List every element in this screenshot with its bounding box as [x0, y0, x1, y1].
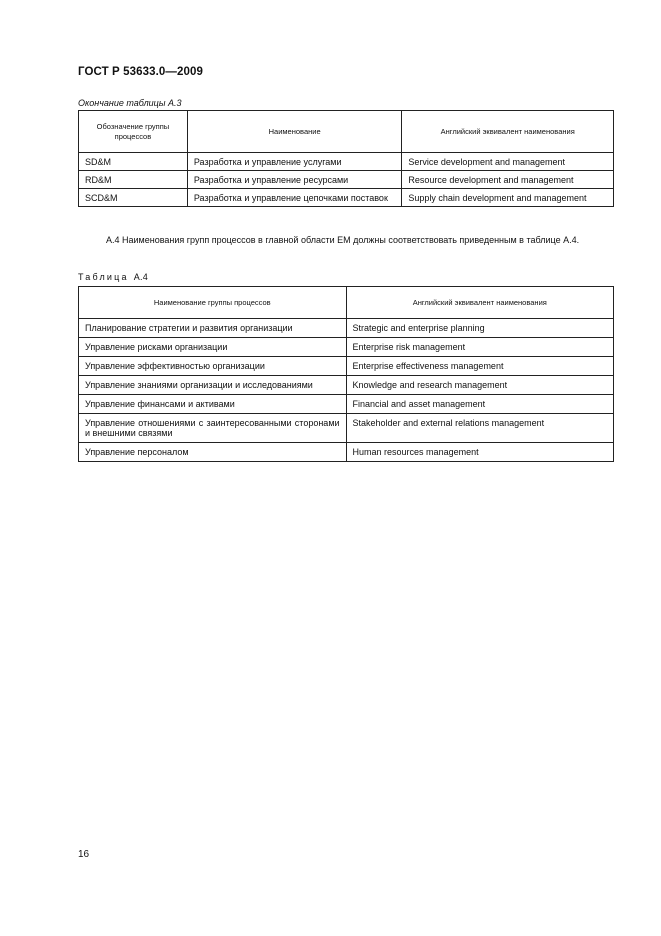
table-row — [79, 171, 614, 189]
document-title: ГОСТ Р 53633.0—2009 — [78, 66, 203, 78]
column-header: Английский эквивалент наименования — [402, 111, 614, 153]
table-row — [79, 443, 614, 462]
table-cell: Разработка и управление цепочками поставок — [187, 189, 402, 207]
table-cell: Enterprise risk management — [346, 338, 613, 357]
table-cell: SD&M — [79, 153, 188, 171]
table-row — [79, 395, 614, 414]
column-header: Наименование — [187, 111, 402, 153]
table-row — [79, 189, 614, 207]
table-a4-caption — [78, 272, 148, 282]
table-cell: Knowledge and research management — [346, 376, 613, 395]
table-caption-label: Таблица — [78, 272, 129, 282]
table-row — [79, 414, 614, 443]
table-cell: Stakeholder and external relations management — [346, 414, 613, 443]
table-cell: Service development and management — [402, 153, 614, 171]
table-cell: Управление персоналом — [79, 443, 347, 462]
table-row — [79, 357, 614, 376]
table-cell: Enterprise effectiveness management — [346, 357, 613, 376]
table-row — [79, 319, 614, 338]
paragraph-a4: А.4 Наименования групп процессов в главной области ЕМ должны соответствовать приведенным в таблице А.4. — [106, 235, 580, 245]
table-header-row — [79, 111, 614, 153]
table-cell: Human resources management — [346, 443, 613, 462]
table-cell: RD&M — [79, 171, 188, 189]
table-row — [79, 338, 614, 357]
table-cell: Resource development and management — [402, 171, 614, 189]
table-caption-number: А.4 — [133, 272, 149, 282]
column-header: Английский эквивалент наименования — [346, 287, 613, 319]
table-row — [79, 376, 614, 395]
table-cell: Планирование стратегии и развития организации — [79, 319, 347, 338]
table-row — [79, 153, 614, 171]
table-cell: Supply chain development and management — [402, 189, 614, 207]
table-a3-caption: Окончание таблицы А.3 — [78, 98, 182, 108]
table-cell: Управление эффективностью организации — [79, 357, 347, 376]
table-cell: Financial and asset management — [346, 395, 613, 414]
table-cell: Управление знаниями организации и исследованиями — [79, 376, 347, 395]
table-cell: Strategic and enterprise planning — [346, 319, 613, 338]
table-cell: SCD&M — [79, 189, 188, 207]
table-cell: Управление рисками организации — [79, 338, 347, 357]
table-a4 — [78, 286, 614, 462]
column-header: Наименование группы процессов — [79, 287, 347, 319]
table-cell: Управление отношениями с заинтересованными сторонами и внешними связями — [79, 414, 347, 443]
page-number: 16 — [78, 849, 90, 860]
table-a3 — [78, 110, 614, 207]
table-cell: Разработка и управление ресурсами — [187, 171, 402, 189]
column-header: Обозначение группы процессов — [79, 111, 188, 153]
table-cell: Управление финансами и активами — [79, 395, 347, 414]
table-header-row — [79, 287, 614, 319]
table-cell: Разработка и управление услугами — [187, 153, 402, 171]
